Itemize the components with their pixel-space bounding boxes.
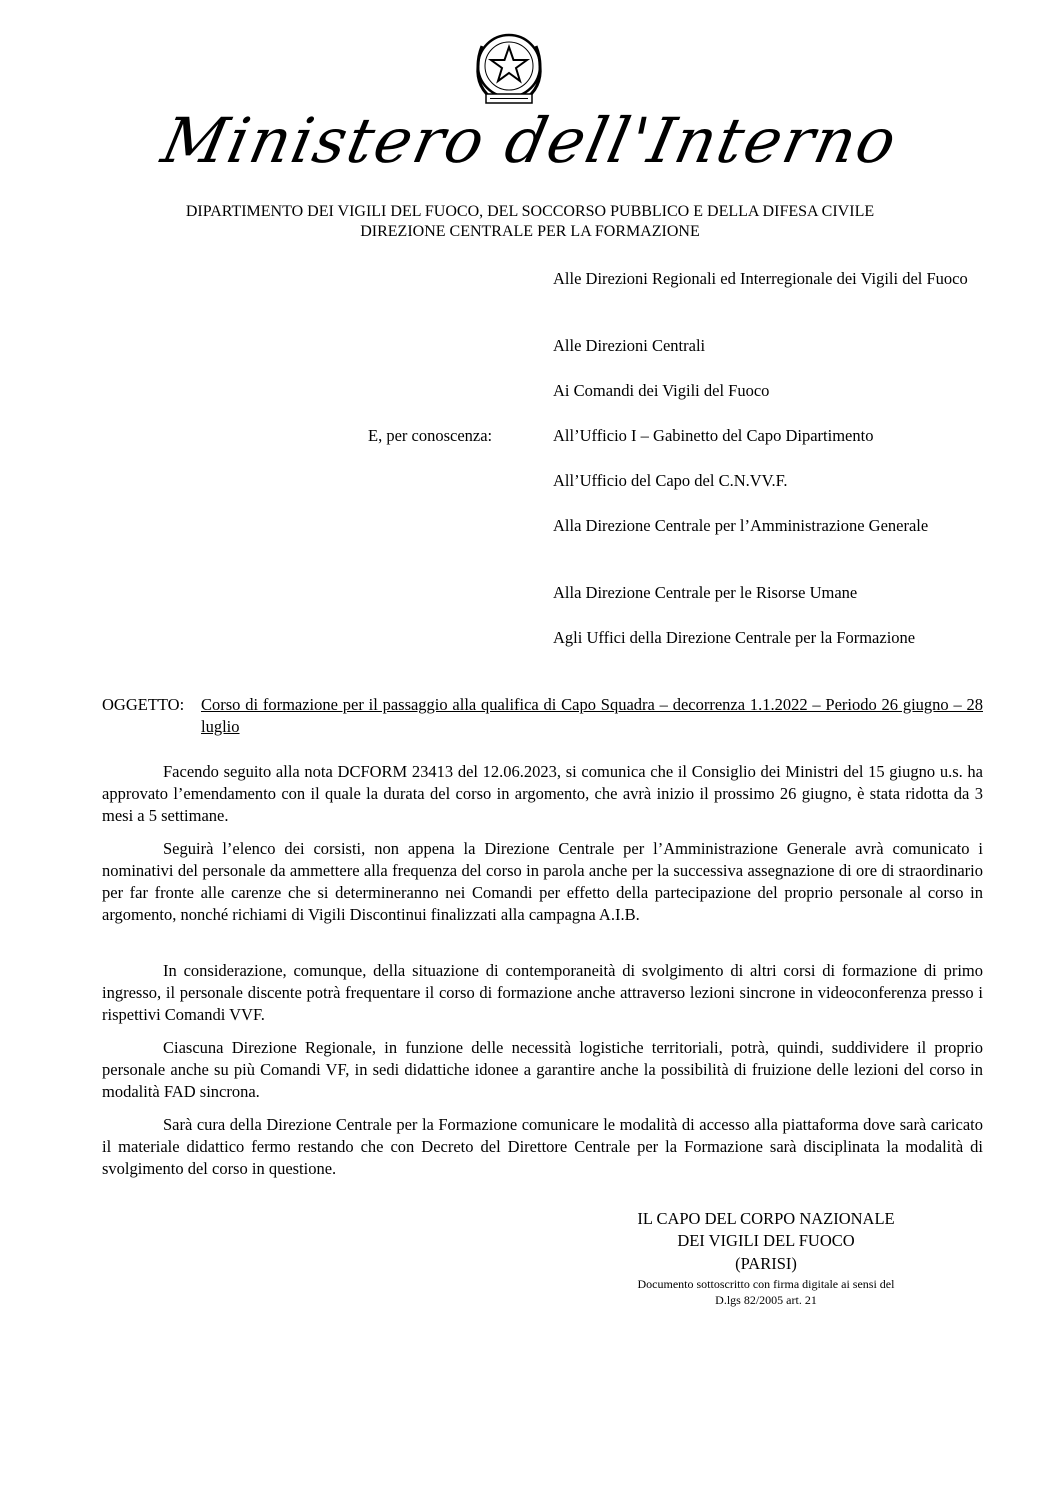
cc-recipient-cabinet-office: All’Ufficio I – Gabinetto del Capo Dipartimento — [553, 426, 874, 445]
cc-label: E, per conoscenza: — [368, 426, 493, 445]
department-name: DIPARTIMENTO DEI VIGILI DEL FUOCO, DEL SOCCORSO PUBBLICO E DELLA DIFESA CIVILE — [185, 203, 875, 220]
subject-text: Corso di formazione per il passaggio alla qualifica di Capo Squadra – decorrenza 1.1.2022 – Periodo 26 giugno – 28 luglio — [201, 695, 983, 736]
ministry-title: Ministero dell'Interno — [155, 104, 905, 177]
cc-recipient-human-resources: Alla Direzione Centrale per le Risorse Umane — [553, 583, 858, 602]
signatory-name: (PARISI) — [735, 1254, 797, 1273]
signature-title-line2: DEI VIGILI DEL FUOCO — [677, 1231, 855, 1250]
recipient-regional-directorates: Alle Direzioni Regionali ed Interregionale dei Vigili del Fuoco — [553, 269, 968, 288]
body-paragraph: Seguirà l’elenco dei corsisti, non appena la Direzione Centrale per l’Amministrazione Generale avrà comunicato i nominativi del personale da ammettere alla frequenza del corso in parola anche per la successiva assegnazione di ore di straordinario per far fronte alle carenze che si determineranno nei Comandi per effetto della partecipazione del proprio personale al corso in argomento, nonché richiami di Vigili Discontinui finalizzati alla campagna A.I.B. — [102, 839, 983, 924]
body-paragraph: In considerazione, comunque, della situazione di contemporaneità di svolgimento di altri corsi di formazione di primo ingresso, il personale discente potrà frequentare il corso di formazione anche attraverso lezioni sincrone in videoconferenza presso i rispettivi Comandi VVF. — [102, 961, 983, 1024]
recipient-central-directorates: Alle Direzioni Centrali — [553, 336, 706, 355]
directorate-name: DIREZIONE CENTRALE PER LA FORMAZIONE — [360, 223, 700, 240]
digital-signature-note: Documento sottoscritto con firma digitale ai sensi del — [637, 1277, 895, 1291]
cc-recipient-head-office: All’Ufficio del Capo del C.N.VV.F. — [553, 471, 788, 490]
body-paragraph: Sarà cura della Direzione Centrale per la Formazione comunicare le modalità di accesso alla piattaforma dove sarà caricato il materiale didattico fermo restando che con Decreto del Direttore Centrale per la Formazione sarà disciplinata la modalità di svolgimento del corso in questione. — [102, 1115, 983, 1178]
body-paragraph: Ciascuna Direzione Regionale, in funzione delle necessità logistiche territoriali, potrà, quindi, suddividere il proprio personale anche su più Comandi VF, in sedi didattiche idonee a garantire anche la possibilità di fruizione delle lezioni del corso in modalità FAD sincrona. — [102, 1038, 983, 1101]
body-paragraph: Facendo seguito alla nota DCFORM 23413 del 12.06.2023, si comunica che il Consiglio dei Ministri del 15 giugno u.s. ha approvato l’emendamento con il quale la durata del corso in argomento, che avrà inizio il prossimo 26 giugno, è stata ridotta da 3 mesi a 5 settimane. — [102, 762, 983, 825]
signature-title-line1: IL CAPO DEL CORPO NAZIONALE — [637, 1209, 895, 1228]
italian-republic-emblem-icon — [468, 26, 550, 114]
subject-label: OGGETTO: — [102, 695, 185, 714]
cc-recipient-administration: Alla Direzione Centrale per l’Amministrazione Generale — [553, 516, 929, 535]
digital-signature-law: D.lgs 82/2005 art. 21 — [715, 1293, 817, 1307]
cc-recipient-training-offices: Agli Uffici della Direzione Centrale per la Formazione — [553, 628, 916, 647]
recipient-fire-commands: Ai Comandi dei Vigili del Fuoco — [553, 381, 770, 400]
